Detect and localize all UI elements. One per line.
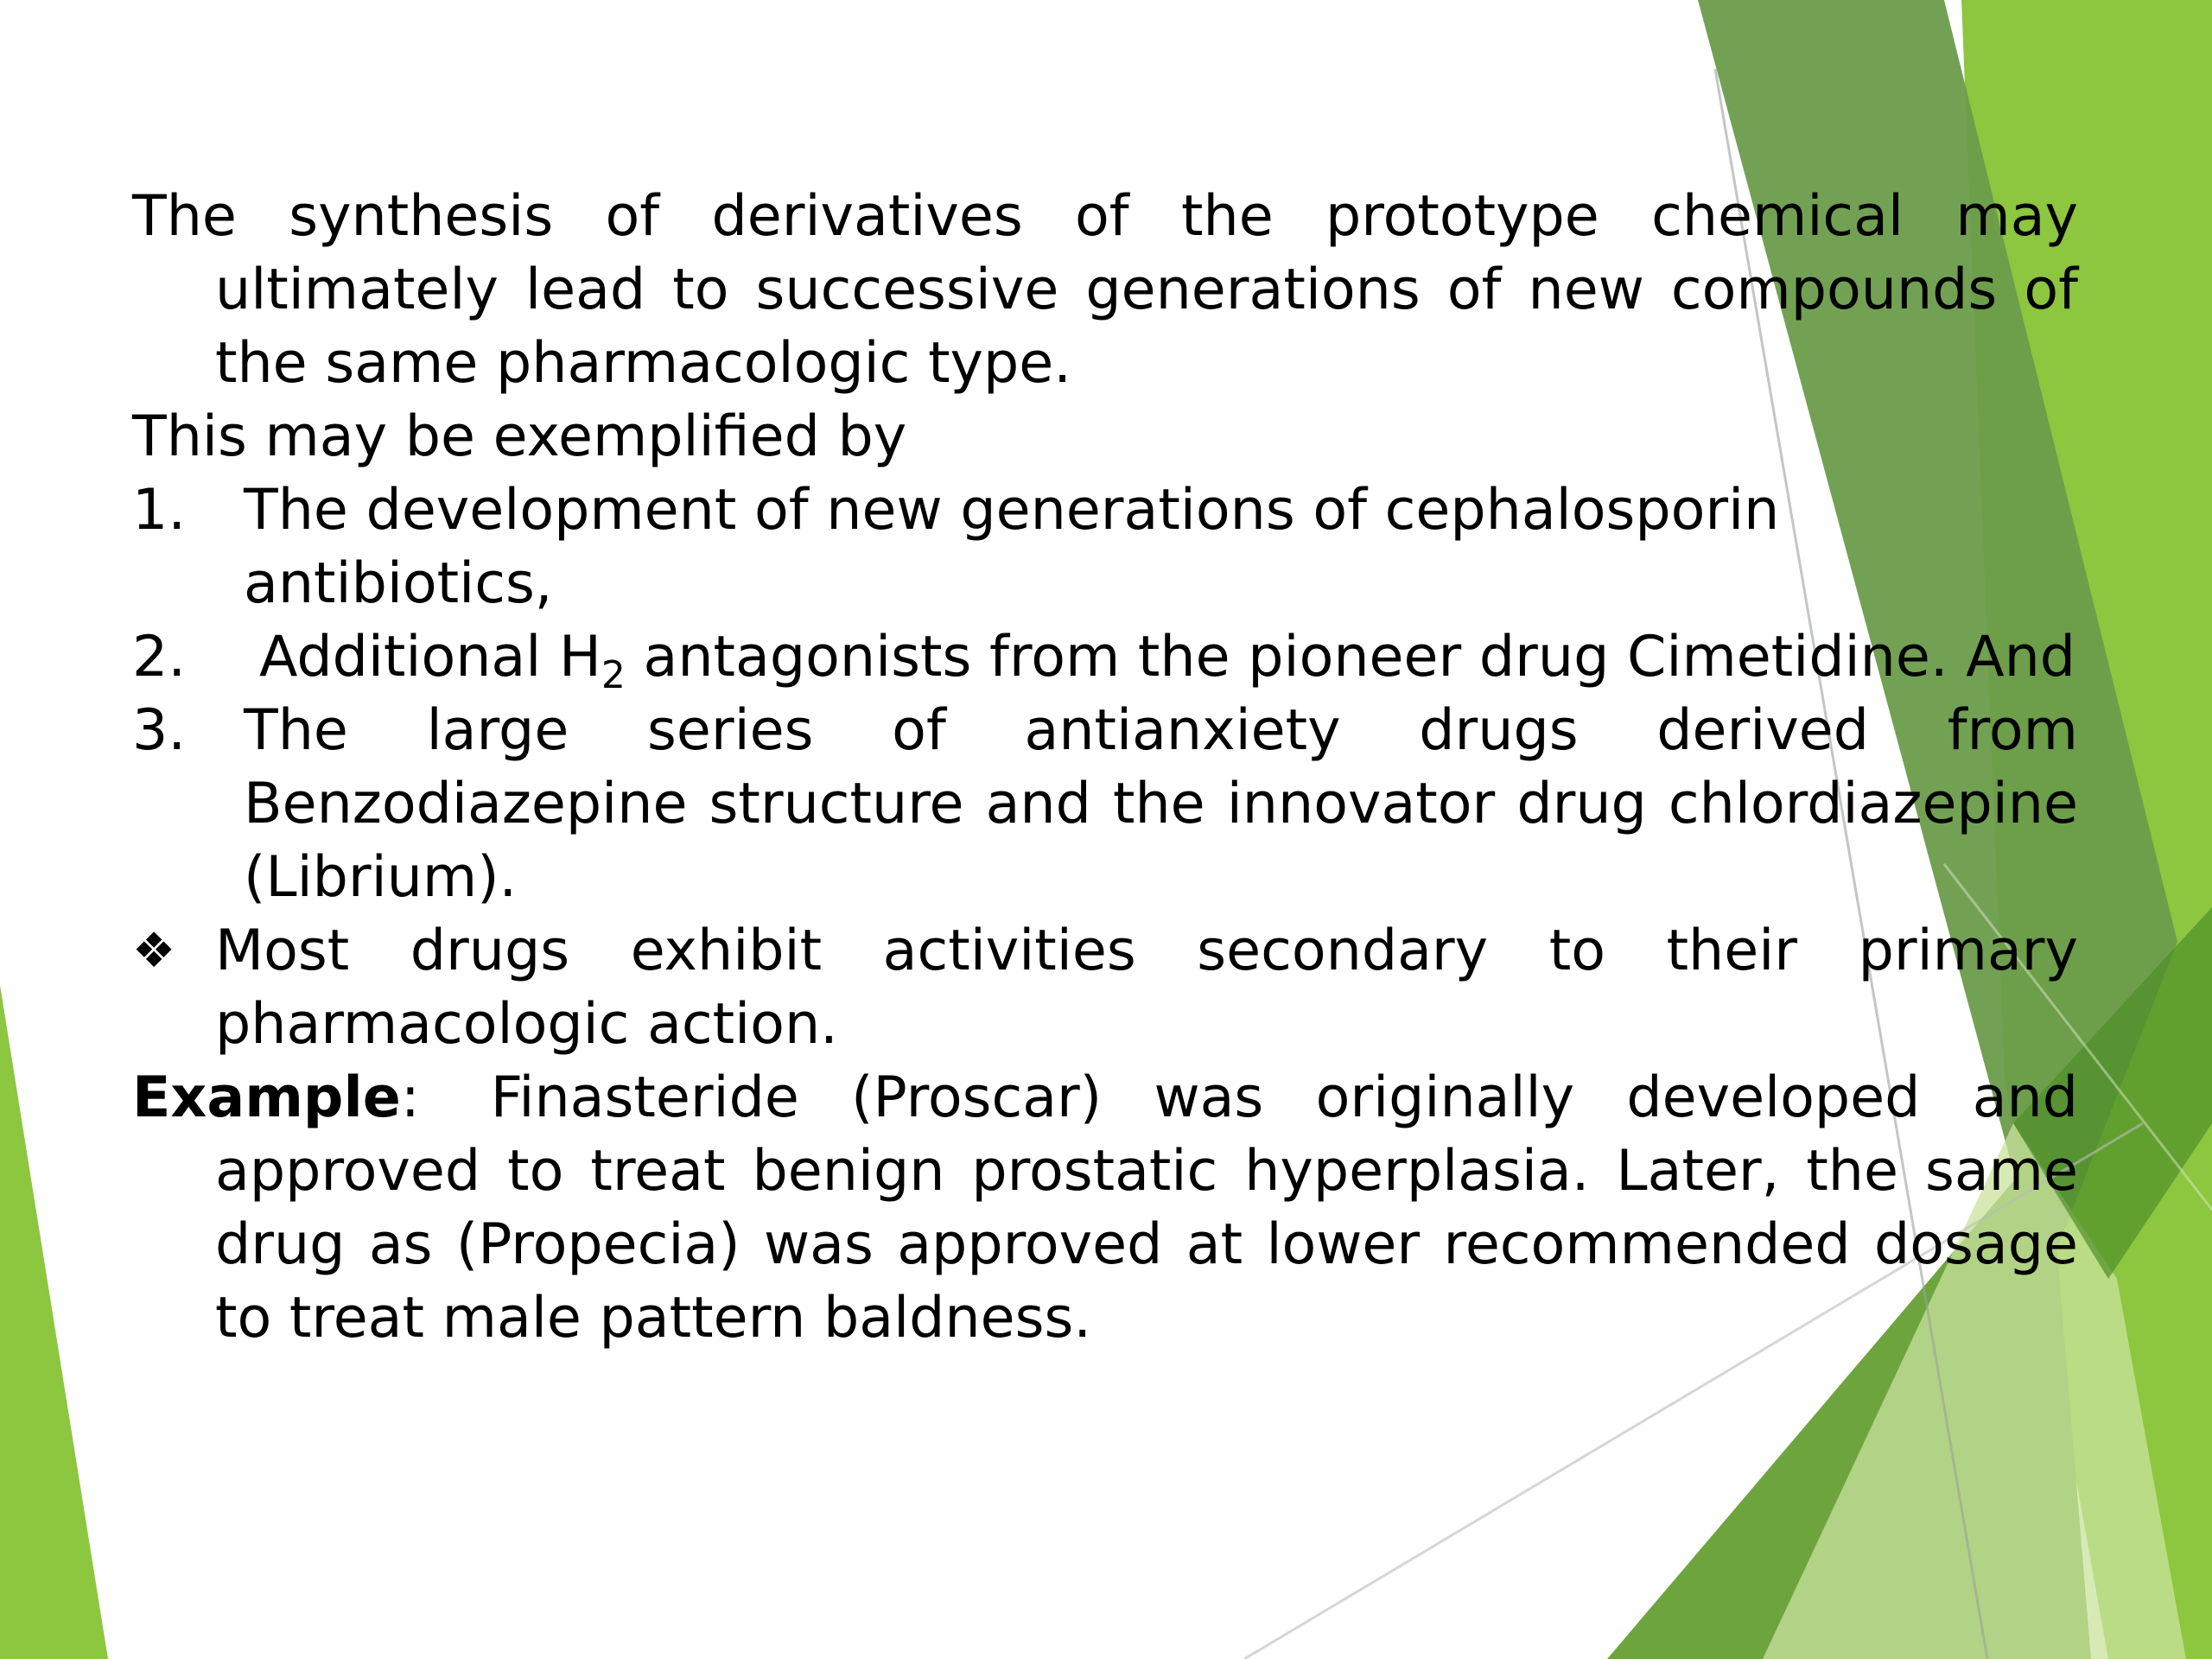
diamond-bullet-icon: ❖ xyxy=(132,923,176,979)
intro-paragraph: The synthesis of derivatives of the prototype chemical may ultimately lead to successive generations of new compounds of the same pharmacologic type. xyxy=(132,184,2078,396)
list-text-post: antagonists from the pioneer drug Cimetidine. And xyxy=(625,625,2076,690)
list-number: 3. xyxy=(132,698,187,763)
example-colon: : xyxy=(400,1065,420,1130)
list-item-1 xyxy=(132,474,2078,620)
example-text: Finasteride (Proscar) was originally developed and approved to treat benign prostatic hyperplasia. Later, the same drug as (Propecia) was approved at lower recommended dosage to treat male pattern baldness. xyxy=(215,1065,2078,1351)
list-text xyxy=(244,625,2076,697)
list-text-pre: Additional H xyxy=(259,625,601,690)
slide-body xyxy=(132,180,2078,1355)
list-number: 2. xyxy=(132,625,187,690)
list-item-2 xyxy=(132,620,2078,697)
subscript: 2 xyxy=(601,653,626,697)
example-label: Example xyxy=(132,1065,401,1130)
left-green-sliver xyxy=(0,985,108,1659)
exemplified-line: This may be exemplified by xyxy=(132,404,907,469)
bullet-text: Most drugs exhibit activities secondary to their primary pharmacologic action. xyxy=(215,918,2078,1057)
list-text: The large series of antianxiety drugs derived from Benzodiazepine structure and the innovator drug chlordiazepine (Librium). xyxy=(244,698,2078,910)
bullet-paragraph xyxy=(132,914,2078,1061)
list-text: The development of new generations of cephalosporin antibiotics, xyxy=(244,478,1780,616)
list-number: 1. xyxy=(132,478,187,543)
example-paragraph xyxy=(132,1061,2078,1355)
list-item-3 xyxy=(132,694,2078,914)
